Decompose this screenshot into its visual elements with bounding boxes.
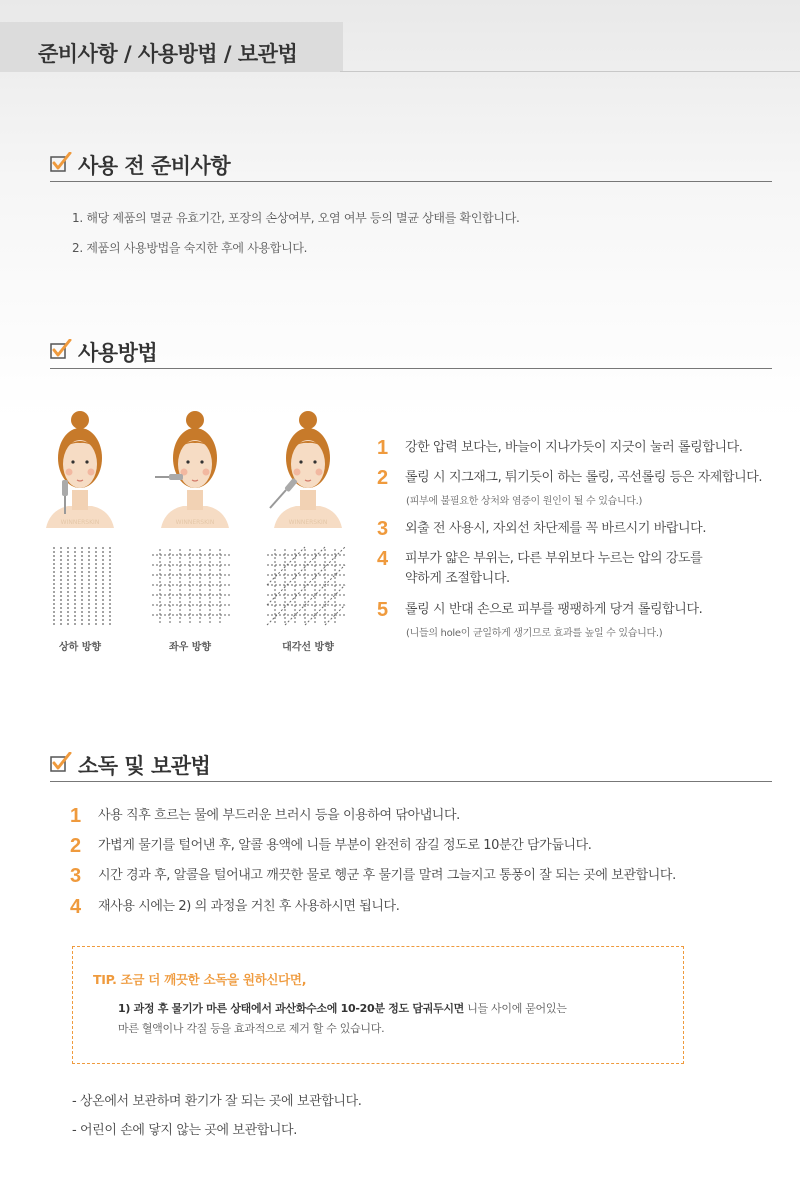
- figure-watermark: WINNERSKIN: [60, 519, 100, 526]
- prep-item-2: 2. 제품의 사용방법을 숙지한 후에 사용합니다.: [72, 241, 308, 255]
- page-title: 준비사항 / 사용방법 / 보관법: [38, 42, 298, 66]
- tip-line-1-rest: 니들 사이에 묻어있는: [464, 1002, 567, 1015]
- figure-watermark: WINNERSKIN: [288, 519, 328, 526]
- tip-line-1: [118, 1000, 567, 1016]
- checkbox-check-icon: [50, 339, 72, 361]
- section-prep-header: [50, 150, 772, 182]
- face-figure-diagonal: [268, 410, 348, 530]
- pattern-diagonal: [265, 545, 347, 627]
- usage-step-4-text-cont: 약하게 조절합니다.: [405, 571, 510, 586]
- storage-step-1-number: 1: [70, 805, 82, 827]
- pattern-horizontal: [150, 545, 232, 627]
- header-divider: [340, 71, 800, 72]
- section-usage-header: [50, 337, 772, 369]
- storage-step-3-text: 시간 경과 후, 알콜을 털어내고 깨끗한 물로 헹군 후 물기를 말려 그늘지고 통풍이 잘 되는 곳에 보관합니다.: [98, 868, 676, 883]
- pattern-vertical: [40, 545, 122, 627]
- usage-step-4-number: 4: [377, 548, 389, 570]
- figure-label-vertical: 상하 방향: [58, 642, 102, 653]
- figure-label-horizontal: 좌우 방향: [168, 642, 212, 653]
- tip-line-1-bold: 1) 과정 후 물기가 마른 상태에서 과산화수소에 10-20분 정도 담궈두시면: [118, 1002, 465, 1015]
- usage-step-4-text: 피부가 얇은 부위는, 다른 부위보다 누르는 압의 강도를: [405, 551, 703, 566]
- tip-line-2: 마른 혈액이나 각질 등을 효과적으로 제거 할 수 있습니다.: [118, 1022, 385, 1035]
- storage-step-2-text: 가볍게 물기를 털어낸 후, 알콜 용액에 니들 부분이 완전히 잠길 정도로 10분간 담가둡니다.: [98, 838, 592, 853]
- usage-step-1-number: 1: [377, 437, 389, 459]
- usage-step-3-number: 3: [377, 518, 389, 540]
- face-figure-vertical: [40, 410, 120, 530]
- usage-step-5-note: (니들의 hole이 균일하게 생기므로 효과를 높일 수 있습니다.): [406, 628, 663, 639]
- storage-step-1-text: 사용 직후 흐르는 물에 부드러운 브러시 등을 이용하여 닦아냅니다.: [98, 808, 460, 823]
- usage-step-3-text: 외출 전 사용시, 자외선 차단제를 꼭 바르시기 바랍니다.: [405, 521, 707, 536]
- storage-note-1: - 상온에서 보관하며 환기가 잘 되는 곳에 보관합니다.: [72, 1094, 362, 1109]
- usage-step-5-text: 롤링 시 반대 손으로 피부를 팽팽하게 당겨 롤링합니다.: [405, 602, 703, 617]
- usage-step-2-number: 2: [377, 467, 389, 489]
- usage-step-1-text: 강한 압력 보다는, 바늘이 지나가듯이 지긋이 눌러 롤링합니다.: [405, 440, 743, 455]
- storage-step-4-number: 4: [70, 896, 82, 918]
- storage-step-2-number: 2: [70, 835, 82, 857]
- storage-step-4-text: 재사용 시에는 2) 의 과정을 거친 후 사용하시면 됩니다.: [98, 899, 400, 914]
- prep-item-1: 1. 해당 제품의 멸균 유효기간, 포장의 손상여부, 오염 여부 등의 멸균 상태를 확인합니다.: [72, 211, 520, 225]
- face-figure-horizontal: [155, 410, 235, 530]
- figure-label-diagonal: 대각선 방향: [282, 642, 334, 653]
- usage-step-5-number: 5: [377, 599, 389, 621]
- section-usage-title: 사용방법: [78, 341, 158, 365]
- storage-note-2: - 어린이 손에 닿지 않는 곳에 보관합니다.: [72, 1123, 297, 1138]
- checkbox-check-icon: [50, 152, 72, 174]
- tip-title: TIP. 조금 더 깨끗한 소독을 원하신다면,: [93, 972, 307, 987]
- figure-watermark: WINNERSKIN: [175, 519, 215, 526]
- usage-step-2-text: 롤링 시 지그재그, 튀기듯이 하는 롤링, 곡선롤링 등은 자제합니다.: [405, 470, 763, 485]
- storage-step-3-number: 3: [70, 865, 82, 887]
- section-prep-title: 사용 전 준비사항: [78, 154, 231, 178]
- usage-step-2-note: (피부에 불필요한 상처와 염증이 원인이 될 수 있습니다.): [406, 496, 643, 507]
- section-storage-header: [50, 750, 772, 782]
- checkbox-check-icon: [50, 752, 72, 774]
- section-storage-title: 소독 및 보관법: [78, 754, 211, 778]
